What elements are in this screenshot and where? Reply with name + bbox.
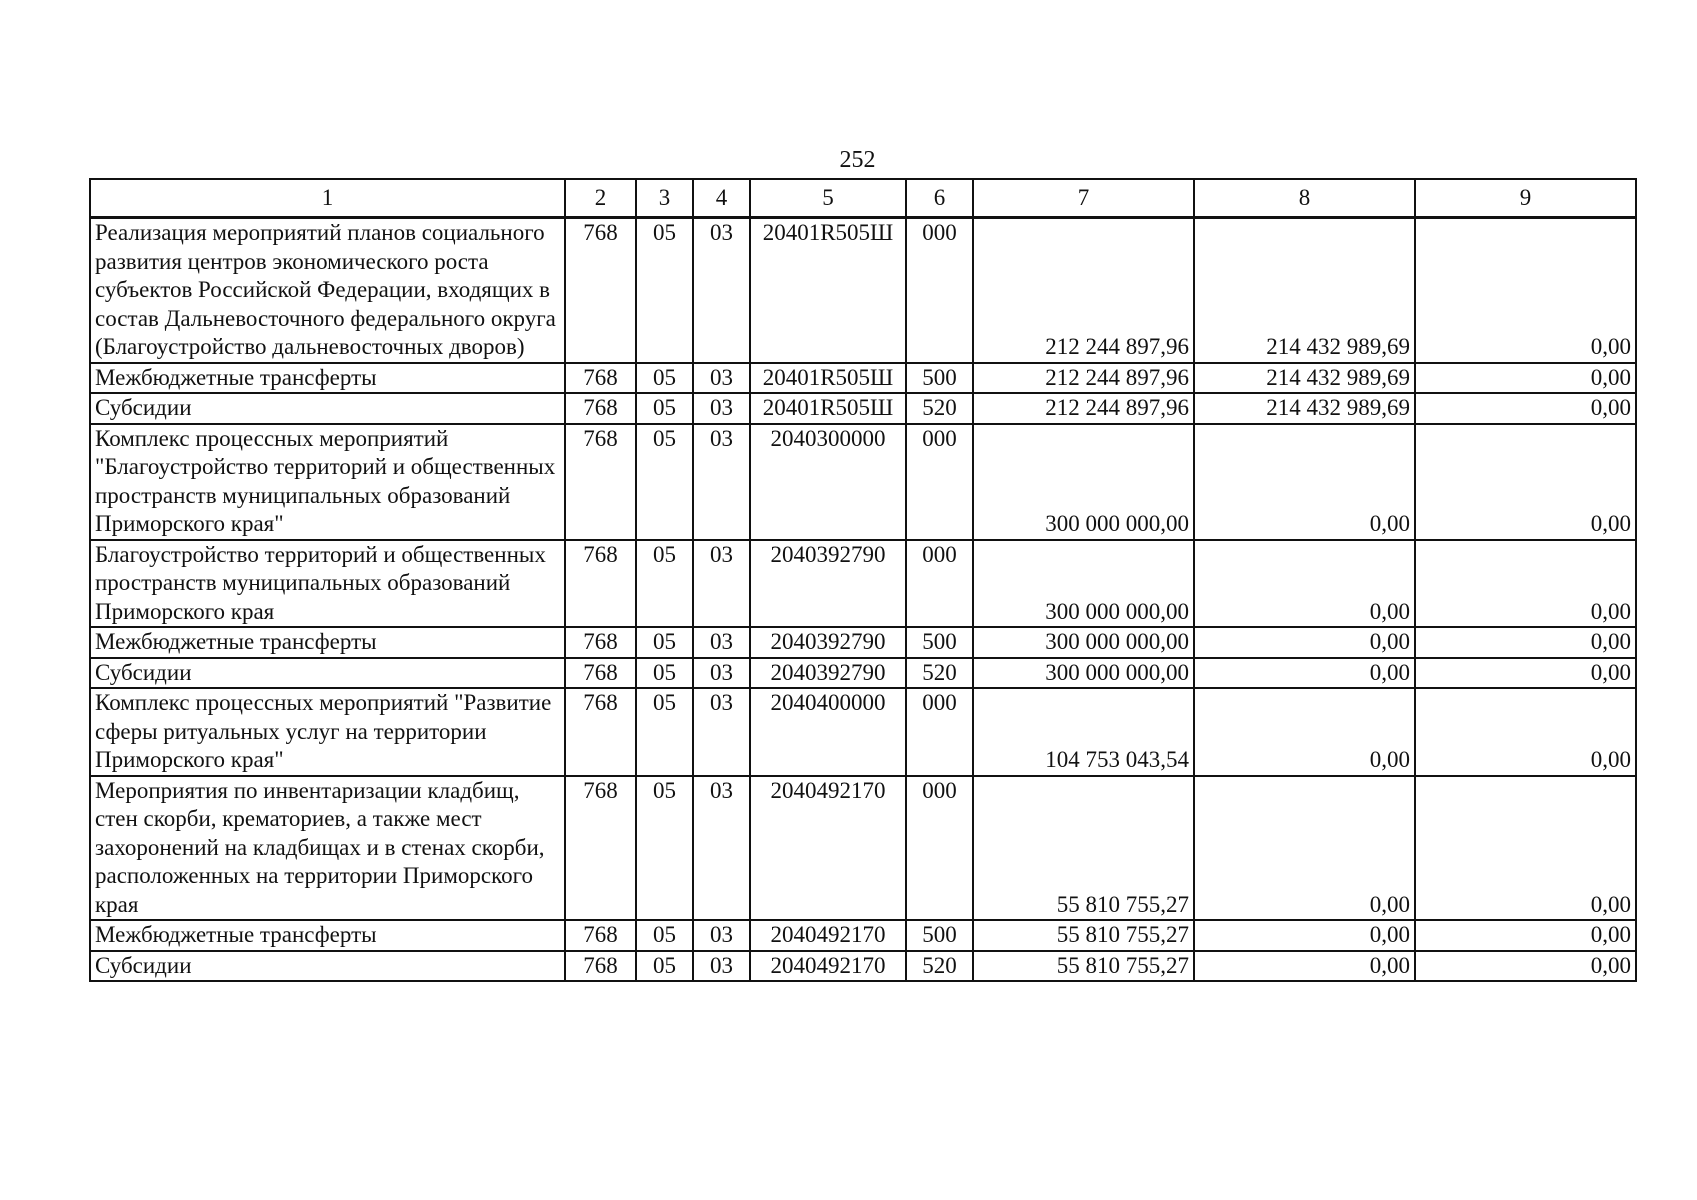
column-header-4: 4 — [693, 179, 750, 218]
cell-col-7: 55 810 755,27 — [973, 776, 1194, 921]
cell-col-2: 768 — [565, 776, 636, 921]
cell-col-4: 03 — [693, 658, 750, 689]
cell-col-2: 768 — [565, 658, 636, 689]
row-name: Благоустройство территорий и общественных пространств муниципальных образований Приморского края — [90, 540, 565, 628]
row-name: Межбюджетные трансферты — [90, 627, 565, 658]
cell-col-8: 0,00 — [1194, 658, 1415, 689]
row-name: Комплекс процессных мероприятий "Развитие сферы ритуальных услуг на территории Приморского края" — [90, 688, 565, 776]
cell-col-3: 05 — [636, 920, 693, 951]
row-name: Комплекс процессных мероприятий "Благоустройство территорий и общественных пространств муниципальных образований Приморского края" — [90, 424, 565, 540]
table-row — [90, 688, 1636, 776]
budget-table — [89, 178, 1637, 982]
cell-col-4: 03 — [693, 776, 750, 921]
cell-col-6: 000 — [906, 424, 973, 540]
cell-col-7: 300 000 000,00 — [973, 540, 1194, 628]
cell-col-8: 0,00 — [1194, 424, 1415, 540]
cell-col-9: 0,00 — [1415, 920, 1636, 951]
cell-col-4: 03 — [693, 218, 750, 363]
cell-col-8: 0,00 — [1194, 627, 1415, 658]
cell-col-7: 55 810 755,27 — [973, 951, 1194, 982]
cell-col-7: 104 753 043,54 — [973, 688, 1194, 776]
cell-col-4: 03 — [693, 688, 750, 776]
cell-col-7: 212 244 897,96 — [973, 218, 1194, 363]
table-row — [90, 658, 1636, 689]
table-body — [90, 218, 1636, 982]
cell-col-9: 0,00 — [1415, 627, 1636, 658]
cell-col-6: 500 — [906, 920, 973, 951]
cell-col-8: 0,00 — [1194, 540, 1415, 628]
cell-col-4: 03 — [693, 393, 750, 424]
cell-col-5: 2040400000 — [750, 688, 906, 776]
row-name: Мероприятия по инвентаризации кладбищ, стен скорби, крематориев, а также мест захоронений на кладбищах и в стенах скорби, расположенных на территории Приморского края — [90, 776, 565, 921]
cell-col-7: 300 000 000,00 — [973, 658, 1194, 689]
cell-col-9: 0,00 — [1415, 218, 1636, 363]
column-header-6: 6 — [906, 179, 973, 218]
cell-col-6: 520 — [906, 658, 973, 689]
cell-col-3: 05 — [636, 627, 693, 658]
cell-col-6: 000 — [906, 776, 973, 921]
cell-col-6: 000 — [906, 688, 973, 776]
table-row — [90, 951, 1636, 982]
cell-col-5: 2040392790 — [750, 540, 906, 628]
cell-col-5: 20401R505Ш — [750, 363, 906, 394]
header-row — [90, 179, 1636, 218]
row-name: Межбюджетные трансферты — [90, 920, 565, 951]
cell-col-9: 0,00 — [1415, 540, 1636, 628]
row-name: Субсидии — [90, 393, 565, 424]
column-header-3: 3 — [636, 179, 693, 218]
cell-col-4: 03 — [693, 627, 750, 658]
cell-col-9: 0,00 — [1415, 776, 1636, 921]
cell-col-4: 03 — [693, 920, 750, 951]
column-header-7: 7 — [973, 179, 1194, 218]
cell-col-5: 2040492170 — [750, 776, 906, 921]
table-row — [90, 776, 1636, 921]
cell-col-4: 03 — [693, 363, 750, 394]
cell-col-6: 520 — [906, 393, 973, 424]
cell-col-5: 2040392790 — [750, 627, 906, 658]
cell-col-6: 000 — [906, 540, 973, 628]
cell-col-7: 55 810 755,27 — [973, 920, 1194, 951]
cell-col-3: 05 — [636, 688, 693, 776]
cell-col-6: 500 — [906, 363, 973, 394]
cell-col-6: 520 — [906, 951, 973, 982]
cell-col-9: 0,00 — [1415, 424, 1636, 540]
table-header — [90, 179, 1636, 218]
cell-col-2: 768 — [565, 424, 636, 540]
cell-col-8: 0,00 — [1194, 776, 1415, 921]
column-header-5: 5 — [750, 179, 906, 218]
cell-col-5: 20401R505Ш — [750, 218, 906, 363]
cell-col-9: 0,00 — [1415, 393, 1636, 424]
page-number: 252 — [839, 147, 876, 173]
cell-col-8: 0,00 — [1194, 951, 1415, 982]
cell-col-5: 2040492170 — [750, 920, 906, 951]
row-name: Субсидии — [90, 658, 565, 689]
cell-col-5: 2040492170 — [750, 951, 906, 982]
table-row — [90, 424, 1636, 540]
cell-col-7: 300 000 000,00 — [973, 627, 1194, 658]
cell-col-2: 768 — [565, 688, 636, 776]
cell-col-8: 0,00 — [1194, 688, 1415, 776]
cell-col-2: 768 — [565, 627, 636, 658]
cell-col-3: 05 — [636, 218, 693, 363]
cell-col-3: 05 — [636, 540, 693, 628]
column-header-2: 2 — [565, 179, 636, 218]
cell-col-4: 03 — [693, 951, 750, 982]
cell-col-6: 500 — [906, 627, 973, 658]
column-header-8: 8 — [1194, 179, 1415, 218]
cell-col-2: 768 — [565, 218, 636, 363]
cell-col-2: 768 — [565, 920, 636, 951]
cell-col-2: 768 — [565, 363, 636, 394]
column-header-9: 9 — [1415, 179, 1636, 218]
table-row — [90, 363, 1636, 394]
cell-col-7: 212 244 897,96 — [973, 393, 1194, 424]
cell-col-2: 768 — [565, 951, 636, 982]
cell-col-5: 2040392790 — [750, 658, 906, 689]
cell-col-8: 214 432 989,69 — [1194, 393, 1415, 424]
cell-col-4: 03 — [693, 540, 750, 628]
row-name: Реализация мероприятий планов социального развития центров экономического роста субъектов Российской Федерации, входящих в состав Дальневосточного федерального округа (Благоустройство дальневосточных дворов) — [90, 218, 565, 363]
cell-col-9: 0,00 — [1415, 658, 1636, 689]
cell-col-3: 05 — [636, 393, 693, 424]
cell-col-9: 0,00 — [1415, 363, 1636, 394]
cell-col-2: 768 — [565, 393, 636, 424]
row-name: Субсидии — [90, 951, 565, 982]
cell-col-3: 05 — [636, 658, 693, 689]
table-row — [90, 218, 1636, 363]
cell-col-3: 05 — [636, 424, 693, 540]
cell-col-6: 000 — [906, 218, 973, 363]
cell-col-9: 0,00 — [1415, 951, 1636, 982]
cell-col-5: 2040300000 — [750, 424, 906, 540]
table-row — [90, 540, 1636, 628]
cell-col-7: 212 244 897,96 — [973, 363, 1194, 394]
cell-col-5: 20401R505Ш — [750, 393, 906, 424]
cell-col-3: 05 — [636, 951, 693, 982]
cell-col-2: 768 — [565, 540, 636, 628]
cell-col-4: 03 — [693, 424, 750, 540]
cell-col-9: 0,00 — [1415, 688, 1636, 776]
cell-col-3: 05 — [636, 363, 693, 394]
table-row — [90, 920, 1636, 951]
table-row — [90, 393, 1636, 424]
row-name: Межбюджетные трансферты — [90, 363, 565, 394]
cell-col-7: 300 000 000,00 — [973, 424, 1194, 540]
cell-col-8: 214 432 989,69 — [1194, 363, 1415, 394]
cell-col-3: 05 — [636, 776, 693, 921]
column-header-1: 1 — [90, 179, 565, 218]
cell-col-8: 214 432 989,69 — [1194, 218, 1415, 363]
table-row — [90, 627, 1636, 658]
cell-col-8: 0,00 — [1194, 920, 1415, 951]
